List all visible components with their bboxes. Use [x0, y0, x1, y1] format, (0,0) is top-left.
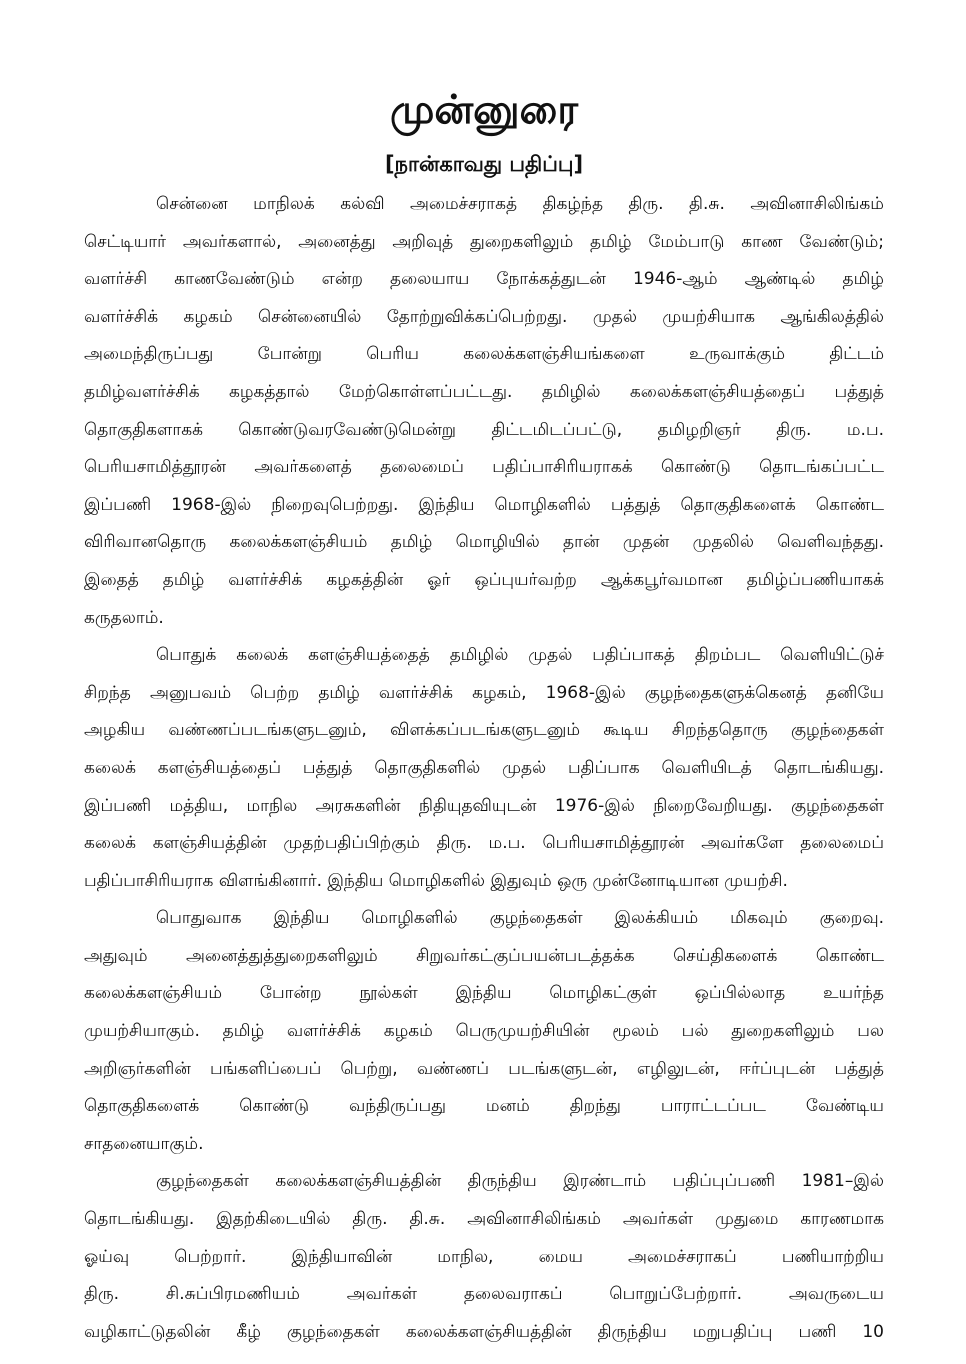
page-title: முன்னுரை	[389, 87, 579, 133]
paragraph-line: முயற்சியாகும். தமிழ் வளர்ச்சிக் கழகம் பெருமுயற்சியின் மூலம் பல் துறைகளிலும் பல	[84, 1021, 884, 1042]
paragraph-line: திரு. சி.சுப்பிரமணியம் அவர்கள் தலைவராகப் பொறுப்பேற்றார். அவருடைய	[84, 1284, 884, 1305]
paragraph-line: சென்னை மாநிலக் கல்வி அமைச்சராகத் திகழ்ந்த திரு. தி.சு. அவினாசிலிங்கம்	[156, 194, 884, 214]
paragraph-line: ஓய்வு பெற்றார். இந்தியாவின் மாநில, மைய அமைச்சராகப் பணியாற்றிய	[84, 1246, 884, 1267]
paragraph-line: அறிஞர்களின் பங்களிப்பைப் பெற்று, வண்ணப் படங்களுடன், எழிலுடன், ஈர்ப்புடன் பத்துத்	[84, 1058, 884, 1079]
paragraph-line: கலைக் களஞ்சியத்தைப் பத்துத் தொகுதிகளில் முதல் பதிப்பாக வெளியிடத் தொடங்கியது.	[84, 757, 884, 778]
paragraph-line: பொதுக் கலைக் களஞ்சியத்தைத் தமிழில் முதல் பதிப்பாகத் திறம்பட வெளியிட்டுச்	[156, 645, 884, 666]
paragraph-line: பதிப்பாசிரியராக விளங்கினார். இந்திய மொழிகளில் இதுவும் ஒரு முன்னோடியான முயற்சி.	[84, 870, 788, 891]
paragraph	[84, 637, 884, 900]
paragraph-line: அதுவும் அனைத்துத்துறைகளிலும் சிறுவர்கட்குப்பயன்படத்தக்க செய்திகளைக் கொண்ட	[84, 945, 884, 966]
paragraph-line: சிறந்த அனுபவம் பெற்ற தமிழ் வளர்ச்சிக் கழகம், 1968-இல் குழந்தைகளுக்கெனத் தனியே	[84, 682, 884, 703]
paragraph-line: விரிவானதொரு கலைக்களஞ்சியம் தமிழ் மொழியில் தான் முதன் முதலில் வெளிவந்தது.	[84, 532, 884, 553]
body-text	[84, 186, 884, 1351]
paragraph	[84, 1163, 884, 1351]
paragraph-line: வளர்ச்சி காணவேண்டும் என்ற தலையாய நோக்கத்துடன் 1946-ஆம் ஆண்டில் தமிழ்	[84, 269, 884, 290]
paragraph-line: இப்பணி 1968-இல் நிறைவுபெற்றது. இந்திய மொழிகளில் பத்துத் தொகுதிகளைக் கொண்ட	[84, 494, 884, 515]
paragraph-line: குழந்தைகள் கலைக்களஞ்சியத்தின் திருந்திய இரண்டாம் பதிப்புப்பணி 1981–இல்	[156, 1171, 884, 1192]
paragraph-line: தொகுதிகளைக் கொண்டு வந்திருப்பது மனம் திறந்து பாராட்டப்பட வேண்டிய	[84, 1096, 884, 1117]
paragraph-line: பொதுவாக இந்திய மொழிகளில் குழந்தைகள் இலக்கியம் மிகவும் குறைவு.	[156, 908, 884, 929]
paragraph-line: கலைக்களஞ்சியம் போன்ற நூல்கள் இந்திய மொழிகட்குள் ஒப்பில்லாத உயர்ந்த	[84, 983, 884, 1004]
paragraph-line: வழிகாட்டுதலின் கீழ் குழந்தைகள் கலைக்களஞ்சியத்தின் திருந்திய மறுபதிப்பு பணி 10	[84, 1321, 884, 1342]
paragraph-line: தொகுதிகளாகக் கொண்டுவரவேண்டுமென்று திட்டமிடப்பட்டு, தமிழறிஞர் திரு. ம.ப.	[84, 419, 884, 440]
paragraph-line: அமைந்திருப்பது போன்று பெரிய கலைக்களஞ்சியங்களை உருவாக்கும் திட்டம்	[84, 344, 884, 365]
paragraph-line: தொடங்கியது. இதற்கிடையில் திரு. தி.சு. அவினாசிலிங்கம் அவர்கள் முதுமை காரணமாக	[84, 1209, 884, 1230]
document-page	[84, 78, 884, 1351]
paragraph-line: சாதனையாகும்.	[84, 1133, 204, 1154]
paragraph	[84, 900, 884, 1163]
page-subtitle: [நான்காவது பதிப்பு]	[384, 152, 584, 176]
paragraph-line: இதைத் தமிழ் வளர்ச்சிக் கழகத்தின் ஓர் ஒப்புயர்வற்ற ஆக்கபூர்வமான தமிழ்ப்பணியாகக்	[84, 569, 884, 590]
paragraph-line: கலைக் களஞ்சியத்தின் முதற்பதிப்பிற்கும் திரு. ம.ப. பெரியசாமித்தூரன் அவர்களே தலைமைப்	[84, 833, 884, 854]
paragraph-line: வளர்ச்சிக் கழகம் சென்னையில் தோற்றுவிக்கப்பெற்றது. முதல் முயற்சியாக ஆங்கிலத்தில்	[84, 306, 884, 327]
paragraph-line: செட்டியார் அவர்களால், அனைத்து அறிவுத் துறைகளிலும் தமிழ் மேம்பாடு காண வேண்டும்;	[84, 231, 884, 252]
paragraph	[84, 186, 884, 637]
paragraph-line: அழகிய வண்ணப்படங்களுடனும், விளக்கப்படங்களுடனும் கூடிய சிறந்ததொரு குழந்தைகள்	[84, 720, 884, 741]
paragraph-line: பெரியசாமித்தூரன் அவர்களைத் தலைமைப் பதிப்பாசிரியராகக் கொண்டு தொடங்கப்பட்ட	[84, 457, 884, 478]
paragraph-line: இப்பணி மத்திய, மாநில அரசுகளின் நிதியுதவியுடன் 1976-இல் நிறைவேறியது. குழந்தைகள்	[84, 795, 884, 816]
paragraph-line: தமிழ்வளர்ச்சிக் கழகத்தால் மேற்கொள்ளப்பட்டது. தமிழில் கலைக்களஞ்சியத்தைப் பத்துத்	[84, 381, 884, 402]
paragraph-line: கருதலாம்.	[84, 607, 164, 628]
